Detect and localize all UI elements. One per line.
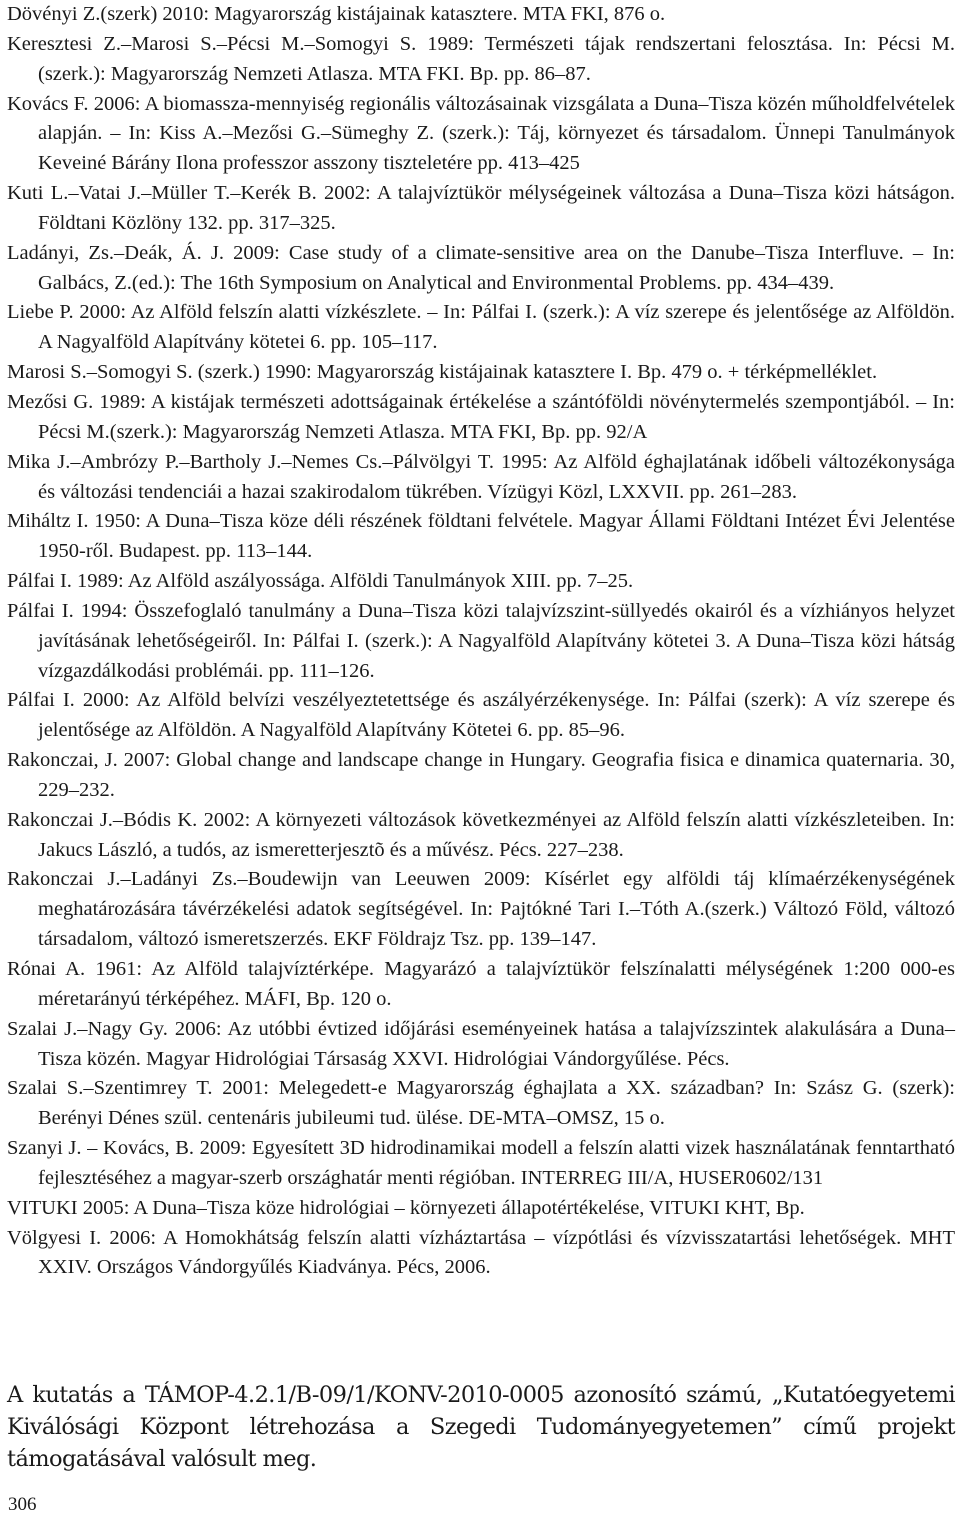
reference-entry: Pálfai I. 1994: Összefoglaló tanulmány a Duna–Tisza közi talajvízszint-süllyedés okairól és a vízhiányos helyzet javításának lehetőségeiről. In: Pálfai I. (szerk.): A Nagyalföld Alapítvány kötetei 3. A Duna–Tisza közi hátság vízgazdálkodási problémái. pp. 111–126. — [7, 599, 955, 682]
reference-entry: Rakonczai, J. 2007: Global change and landscape change in Hungary. Geografia fisica e dinamica quaternaria. 30, 229–232. — [7, 749, 955, 801]
reference-entry: Dövényi Z.(szerk) 2010: Magyarország kistájainak katasztere. MTA FKI, 876 o. — [7, 3, 666, 25]
reference-entry: Mika J.–Ambrózy P.–Bartholy J.–Nemes Cs.–Pálvölgyi T. 1995: Az Alföld éghajlatának időbeli változékonysága és változási tendenciái a hazai szakirodalom tükrében. Vízügyi Közl, LXXVII. pp. 261–283. — [7, 450, 955, 503]
reference-entry: Völgyesi I. 2006: A Homokhátság felszín alatti vízháztartása – vízpótlási és vízvisszatartási lehetőségek. MHT XXIV. Országos Vándorgyűlés Kiadványa. Pécs, 2006. — [7, 1226, 955, 1279]
acknowledgement-paragraph: A kutatás a TÁMOP-4.2.1/B-09/1/KONV-2010-0005 azonosító számú, „Kutatóegyetemi Kiválósági Központ létrehozása a Szegedi Tudományegyetemen” című projekt támogatásával valósult meg. — [7, 1382, 955, 1472]
reference-entry: Mezősi G. 1989: A kistájak természeti adottságainak értékelése a szántóföldi növénytermelés szempontjából. – In: Pécsi M.(szerk.): Magyarország Nemzeti Atlasza. MTA FKI, Bp. pp. 92/A — [7, 390, 955, 443]
reference-entry: VITUKI 2005: A Duna–Tisza köze hidrológiai – környezeti állapotértékelése, VITUKI KHT, Bp. — [7, 1196, 805, 1219]
reference-entry: Kuti L.–Vatai J.–Müller T.–Kerék B. 2002: A talajvíztükör mélységeinek változása a Duna–Tisza közi hátságon. Földtani Közlöny 132. pp. 317–325. — [7, 182, 955, 234]
reference-entry: Szalai S.–Szentimrey T. 2001: Melegedett-e Magyarország éghajlata a XX. században? In: Szász G. (szerk): Berényi Dénes szül. centenáris jubileumi tud. ülése. DE-MTA–OMSZ, 15 o. — [7, 1077, 955, 1130]
reference-list — [7, 0, 955, 1283]
reference-entry: Rakonczai J.–Ladányi Zs.–Boudewijn van Leeuwen 2009: Kísérlet egy alföldi táj klímaérzékenységének meghatározására távérzékelési adatok segítségével. In: Pajtókné Tari I.–Tóth A.(szerk.) Változó Föld, változó társadalom, változó ismeretszerzés. EKF Földrajz Tsz. pp. 139–147. — [7, 868, 955, 951]
reference-entry: Miháltz I. 1950: A Duna–Tisza köze déli részének földtani felvétele. Magyar Állami Földtani Intézet Évi Jelentése 1950-ről. Budapest. pp. 113–144. — [7, 510, 955, 563]
reference-entry: Marosi S.–Somogyi S. (szerk.) 1990: Magyarország kistájainak katasztere I. Bp. 479 o. + térképmelléklet. — [7, 361, 878, 384]
reference-entry: Rónai A. 1961: Az Alföld talajvíztérképe. Magyarázó a talajvíztükör felszínalatti mélységének 1:200 000-es méretarányú térképéhez. MÁFI, Bp. 120 o. — [7, 958, 955, 1010]
reference-entry: Ladányi, Zs.–Deák, Á. J. 2009: Case study of a climate-sensitive area on the Danube–Tisza Interfluve. – In: Galbács, Z.(ed.): The 16th Symposium on Analytical and Environmental Problems. pp. 434–439. — [7, 241, 955, 294]
reference-entry: Pálfai I. 1989: Az Alföld aszályossága. Alföldi Tanulmányok XIII. pp. 7–25. — [7, 570, 634, 593]
reference-entry: Keresztesi Z.–Marosi S.–Pécsi M.–Somogyi S. 1989: Természeti tájak rendszertani felosztása. In: Pécsi M. (szerk.): Magyarország Nemzeti Atlasza. MTA FKI. Bp. pp. 86–87. — [7, 32, 955, 85]
reference-entry: Pálfai I. 2000: Az Alföld belvízi veszélyeztetettsége és aszályérzékenysége. In: Pálfai (szerk): A víz szerepe és jelentősége az Alföldön. A Nagyalföld Alapítvány Kötetei 6. pp. 85–96. — [7, 689, 955, 742]
reference-entry: Kovács F. 2006: A biomassza-mennyiség regionális változásainak vizsgálata a Duna–Tisza közén műholdfelvételek alapján. – In: Kiss A.–Mezősi G.–Sümeghy Z. (szerk.): Táj, környezet és társadalom. Ünnepi Tanulmányok Keveiné Bárány Ilona professzor asszony tiszteletére pp. 413–425 — [7, 92, 955, 175]
reference-entry: Szanyi J. – Kovács, B. 2009: Egyesített 3D hidrodinamikai modell a felszín alatti vizek használatának fenntartható fejlesztéséhez a magyar-szerb országhatár menti régióban. INTERREG III/A, HUSER0602/131 — [7, 1137, 955, 1189]
page-number: 306 — [8, 1494, 37, 1515]
reference-entry: Rakonczai J.–Bódis K. 2002: A környezeti változások következményei az Alföld felszín alatti vízkészleteiben. In: Jakucs László, a tudós, az ismeretterjesztõ és a művész. Pécs. 227–238. — [7, 808, 955, 861]
reference-entry: Szalai J.–Nagy Gy. 2006: Az utóbbi évtized időjárási eseményeinek hatása a talajvízszintek alakulására a Duna–Tisza közén. Magyar Hidrológiai Társaság XXVI. Hidrológiai Vándorgyűlése. Pécs. — [7, 1017, 955, 1070]
reference-entry: Liebe P. 2000: Az Alföld felszín alatti vízkészlete. – In: Pálfai I. (szerk.): A víz szerepe és jelentősége az Alföldön. A Nagyalföld Alapítvány kötetei 6. pp. 105–117. — [7, 301, 955, 354]
